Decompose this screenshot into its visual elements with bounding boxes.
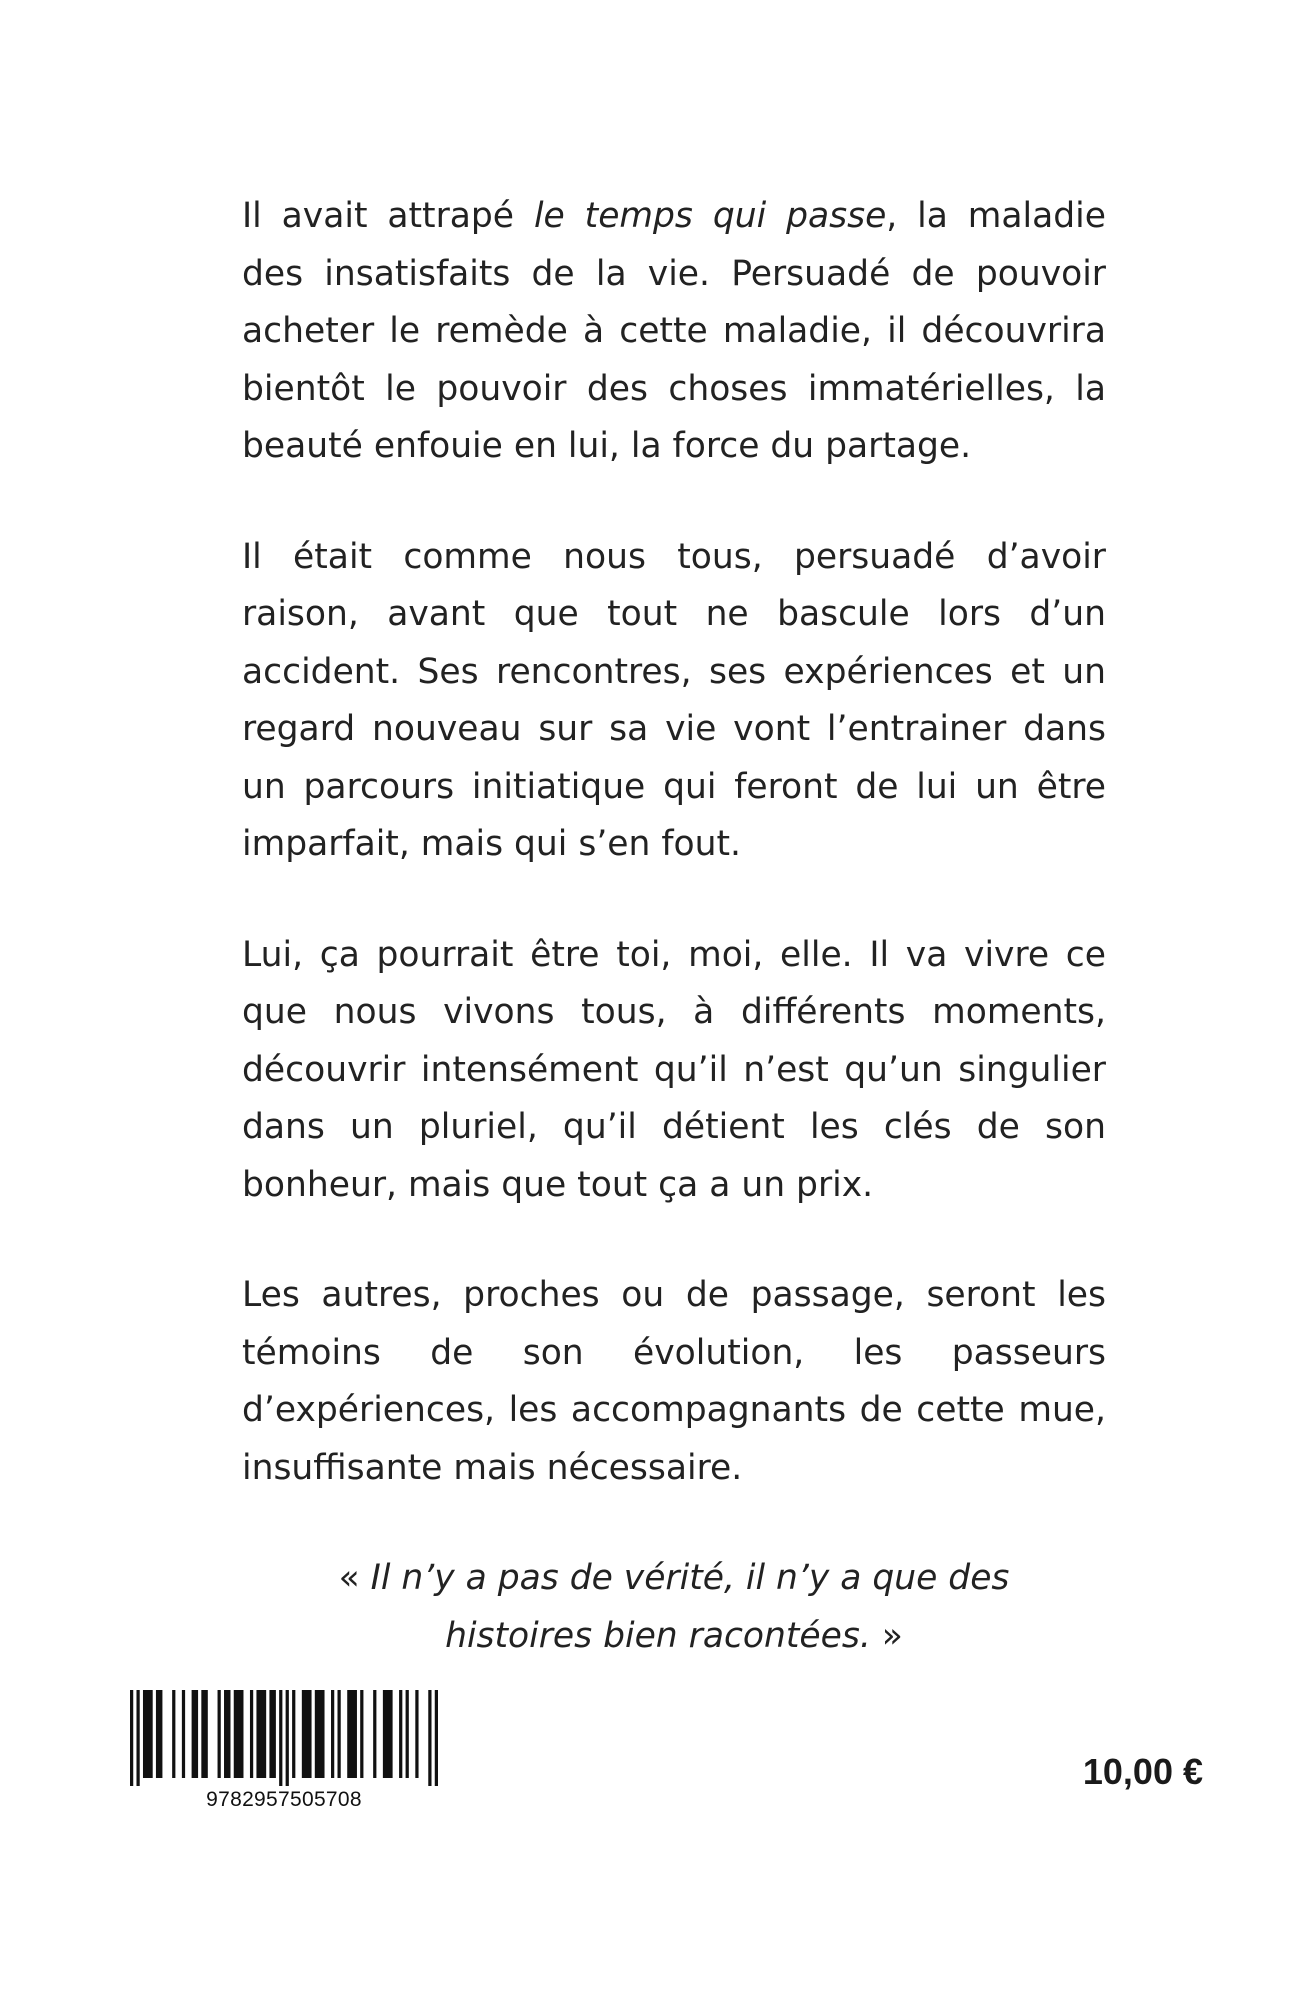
- barcode-bar: [360, 1690, 363, 1778]
- barcode-bar: [201, 1690, 207, 1778]
- paragraph-2: Il était comme nous tous, persuadé d’avoir raison, avant que tout ne bascule lors d’un accident. Ses rencontres, ses expériences et un regard nouveau sur sa vie vont l’entrainer dans un parcours initiatique qui feront de lui un être imparfait, mais qui s’en fout.: [242, 536, 1106, 864]
- isbn-number: 9782957505708: [206, 1788, 362, 1811]
- barcode-bar: [130, 1690, 133, 1786]
- barcode-bar: [331, 1690, 334, 1778]
- barcode-bar: [399, 1690, 402, 1778]
- paragraph-3: Lui, ça pourrait être toi, moi, elle. Il va vivre ce que nous vivons tous, à différents moments, découvrir intensément qu’il n’est qu’un singulier dans un pluriel, qu’il détient les clés de son bonheur, mais que tout ça a un prix.: [242, 934, 1106, 1205]
- barcode-bar: [286, 1690, 289, 1786]
- barcode-bar: [435, 1690, 438, 1786]
- paragraph-1-before: Il avait attrapé: [242, 196, 534, 236]
- summary-text: [242, 188, 1106, 1665]
- barcode-bar: [415, 1690, 418, 1778]
- paragraph-1-after: , la maladie des insatisfaits de la vie. Persuadé de pouvoir acheter le remède à cette maladie, il découvrira bientôt le pouvoir des choses immatérielles, la beauté enfouie en lui, la force du partage.: [242, 196, 1106, 466]
- barcode-bar: [428, 1690, 431, 1786]
- barcode-bar: [269, 1690, 275, 1778]
- barcode-bar: [218, 1690, 221, 1778]
- barcode-bar: [156, 1690, 162, 1778]
- barcode-bar: [347, 1690, 357, 1778]
- quote-open-mark: «: [338, 1558, 371, 1598]
- closing-quote: [242, 1550, 1106, 1665]
- barcode-bar: [256, 1690, 266, 1778]
- paragraph-1-italic: le temps qui passe: [533, 196, 887, 236]
- barcode-bar: [337, 1690, 340, 1778]
- barcode-bar: [234, 1690, 244, 1778]
- barcode-bar: [302, 1690, 312, 1778]
- paragraph-1: [242, 188, 1106, 476]
- barcode-bar: [292, 1690, 295, 1778]
- barcode-bar: [143, 1690, 153, 1778]
- barcode-bar: [224, 1690, 230, 1778]
- quote-text: Il n’y a pas de vérité, il n’y a que des histoires bien racontées.: [370, 1558, 1010, 1656]
- barcode-bar: [192, 1690, 198, 1778]
- barcode-bar: [406, 1690, 409, 1778]
- barcode-bar: [172, 1690, 175, 1778]
- barcode-bar: [373, 1690, 376, 1778]
- barcode-bar: [250, 1690, 253, 1778]
- paragraph-4: Les autres, proches ou de passage, seront les témoins de son évolution, les passeurs d’expériences, les accompagnants de cette mue, insuffisante mais nécessaire.: [242, 1275, 1106, 1488]
- barcode-bars: [130, 1690, 438, 1786]
- barcode-bar: [383, 1690, 393, 1778]
- barcode-bar: [315, 1690, 325, 1778]
- barcode-bar: [279, 1690, 282, 1786]
- quote-close-mark: »: [870, 1615, 903, 1656]
- barcode-bar: [182, 1690, 185, 1778]
- isbn-barcode: [130, 1690, 438, 1820]
- price-label: 10,00 €: [1082, 1751, 1203, 1792]
- barcode-bar: [136, 1690, 139, 1786]
